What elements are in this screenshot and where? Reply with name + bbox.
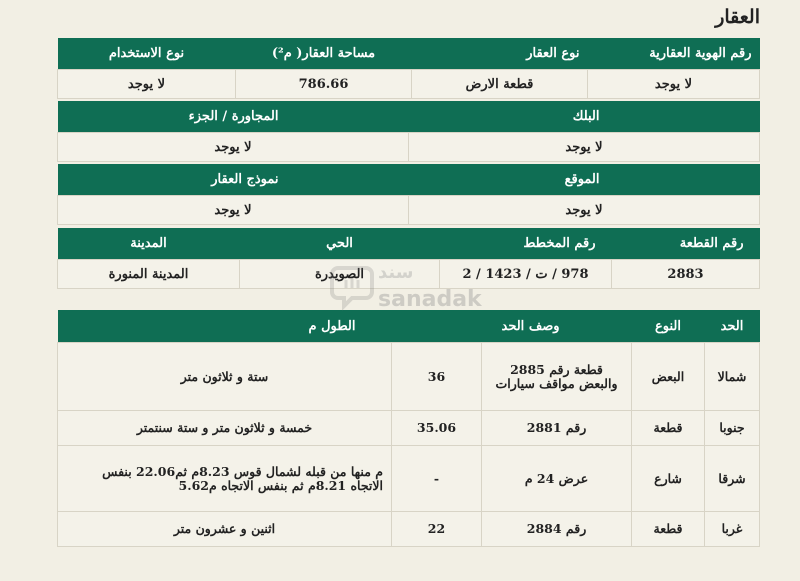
boundary-type-south: قطعة — [632, 411, 705, 446]
value-district: الصويدرة — [240, 260, 440, 289]
value-usage-type: لا يوجد — [58, 70, 236, 99]
value-neighborhood-part: لا يوجد — [58, 133, 409, 162]
boundary-desc-east: عرض 24 م — [482, 446, 632, 512]
boundary-length-east: - — [392, 446, 482, 512]
value-plan-number: 978 / ت / 1423 / 2 — [440, 260, 612, 289]
watermark-latin: sanadak — [378, 287, 482, 312]
header-plan-number: رقم المخطط — [440, 228, 612, 260]
boundary-length-text-west: اثنين و عشرون متر — [58, 512, 392, 547]
block-table — [57, 101, 760, 162]
header-property-area: مساحة العقار( م²) — [236, 38, 412, 70]
boundary-type-east: شارع — [632, 446, 705, 512]
boundary-length-south: 35.06 — [392, 411, 482, 446]
header-boundary-description: وصف الحد — [482, 310, 632, 343]
header-city: المدينة — [58, 228, 240, 260]
header-type: النوع — [632, 310, 705, 343]
header-property-id: رقم الهوية العقارية — [588, 38, 760, 70]
boundary-side-south: جنوبا — [705, 411, 760, 446]
location-table — [57, 164, 760, 225]
header-property-model: نموذج العقار — [58, 164, 409, 196]
boundary-desc-south: رقم 2881 — [482, 411, 632, 446]
boundary-desc-west: رقم 2884 — [482, 512, 632, 547]
section-title: العقار — [715, 6, 760, 28]
boundary-length-text-north: ستة و ثلاثون متر — [58, 343, 392, 411]
boundary-side-east: شرقا — [705, 446, 760, 512]
boundary-side-west: غربا — [705, 512, 760, 547]
boundary-length-north: 36 — [392, 343, 482, 411]
value-property-type: قطعة الارض — [412, 70, 588, 99]
header-location: الموقع — [409, 164, 760, 196]
boundary-length-west: 22 — [392, 512, 482, 547]
value-city: المدينة المنورة — [58, 260, 240, 289]
boundary-type-north: البعض — [632, 343, 705, 411]
header-neighborhood-part: المجاورة / الجزء — [58, 101, 409, 133]
value-property-id: لا يوجد — [588, 70, 760, 99]
header-boundary: الحد — [705, 310, 760, 343]
value-block: لا يوجد — [409, 133, 760, 162]
header-usage-type: نوع الاستخدام — [58, 38, 236, 70]
header-block: البلك — [409, 101, 760, 133]
boundary-length-text-east: م منها من قبله لشمال قوس 8.23م ثم22.06 بنفس الاتجاه 8.21م ثم بنفس الاتجاه م5.62 — [58, 446, 392, 512]
header-property-type: نوع العقار — [412, 38, 588, 70]
value-property-model: لا يوجد — [58, 196, 409, 225]
header-district: الحي — [240, 228, 440, 260]
header-blank — [392, 310, 482, 343]
value-property-area: 786.66 — [236, 70, 412, 99]
watermark-arabic: سند — [378, 262, 414, 283]
boundaries-table — [57, 310, 760, 547]
boundary-side-north: شمالا — [705, 343, 760, 411]
header-plot-number: رقم القطعة — [612, 228, 760, 260]
boundary-type-west: قطعة — [632, 512, 705, 547]
value-location: لا يوجد — [409, 196, 760, 225]
boundary-desc-north: قطعة رقم 2885 والبعض مواقف سيارات — [482, 343, 632, 411]
property-table — [57, 38, 760, 99]
value-plot-number: 2883 — [612, 260, 760, 289]
header-length: الطول م — [58, 310, 392, 343]
boundary-length-text-south: خمسة و ثلاثون متر و ستة سنتمتر — [58, 411, 392, 446]
